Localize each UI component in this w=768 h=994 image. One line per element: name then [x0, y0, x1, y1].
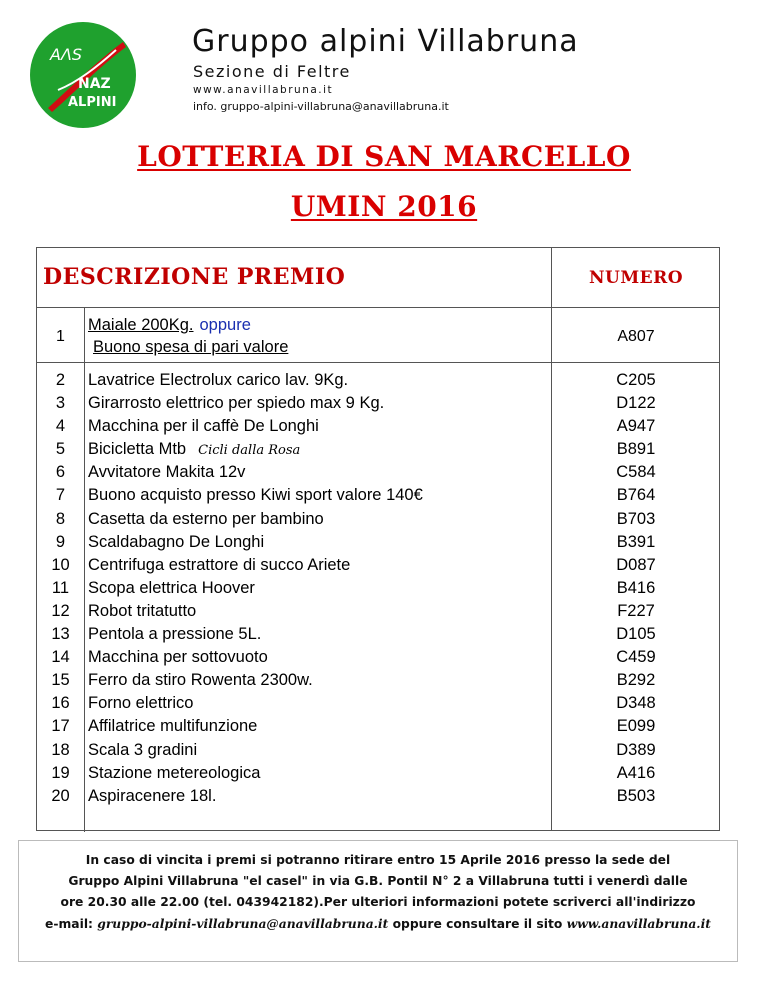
footer-email-prefix: e-mail:: [45, 917, 98, 931]
row-description: [88, 461, 245, 484]
ticket-number: B416: [616, 578, 656, 597]
ticket-number: B292: [616, 671, 656, 690]
prize-rows: [37, 369, 719, 808]
table-row: [37, 623, 719, 646]
row-index: 15: [51, 671, 70, 690]
logo-text-alpini: ALPINI: [68, 95, 117, 110]
prize-text: Centrifuga estrattore di succo Ariete: [88, 555, 351, 574]
footer-line: Gruppo Alpini Villabruna "el casel" in via G.B. Pontil N° 2 a Villabruna tutti i venerdì dalle: [68, 874, 688, 888]
footer-line: [28, 913, 728, 935]
row-index: 11: [51, 578, 70, 597]
row-description: [88, 669, 313, 692]
row-index: 6: [55, 463, 66, 482]
table-row: [37, 531, 719, 554]
table-row: [37, 600, 719, 623]
row-index: 13: [51, 625, 70, 644]
row-index: 1: [56, 328, 65, 345]
org-section: Sezione di Feltre: [193, 62, 351, 81]
row-description: [88, 415, 319, 438]
prize-text: Robot tritatutto: [88, 601, 197, 620]
row-index: 18: [51, 740, 70, 759]
prize-text: Macchina per il caffè De Longhi: [88, 417, 319, 436]
prize-text: Casetta da esterno per bambino: [88, 509, 324, 528]
ticket-number: B503: [616, 786, 656, 805]
org-email[interactable]: info. gruppo-alpini-villabruna@anavillabruna.it: [193, 100, 449, 113]
ticket-number: A807: [617, 328, 655, 345]
org-name: Gruppo alpini Villabruna: [192, 24, 579, 59]
prize-text: Lavatrice Electrolux carico lav. 9Kg.: [88, 371, 349, 389]
table-row: [37, 484, 719, 507]
row-index: 16: [51, 694, 70, 713]
lottery-year: UMIN 2016: [290, 190, 478, 223]
row-description: [88, 369, 348, 392]
footer-email[interactable]: gruppo-alpini-villabruna@anavillabruna.it: [97, 916, 389, 931]
ticket-number: E099: [616, 717, 656, 736]
row-description: [88, 484, 423, 507]
row-index: 3: [55, 394, 66, 413]
ticket-number: D389: [616, 740, 656, 759]
logo-text-naz: NAZ: [78, 76, 111, 92]
ticket-number: F227: [617, 601, 655, 620]
ticket-number: C459: [616, 648, 656, 667]
prize-sponsor-note: Cicli dalla Rosa: [198, 443, 301, 459]
ticket-number: D105: [616, 625, 656, 644]
prize-table: [36, 247, 720, 831]
table-row: [37, 692, 719, 715]
row-index: 17: [51, 717, 70, 736]
ticket-number: A416: [616, 763, 656, 782]
row-description: [88, 577, 255, 600]
ticket-number: C584: [616, 463, 656, 482]
table-row: [37, 369, 719, 392]
prize-text: Scopa elettrica Hoover: [88, 578, 255, 597]
prize-text: Girarrosto elettrico per spiedo max 9 Kg.: [88, 394, 385, 413]
org-website[interactable]: www.anavillabruna.it: [193, 84, 334, 96]
row-index: 12: [51, 601, 70, 620]
lottery-title: LOTTERIA DI SAN MARCELLO: [137, 140, 631, 173]
table-row: [37, 785, 719, 808]
ticket-number: D122: [616, 394, 656, 413]
prize-alt-label: oppure: [199, 316, 251, 334]
table-row: [37, 762, 719, 785]
table-row: [37, 577, 719, 600]
header-number: NUMERO: [588, 268, 684, 288]
row-description: [88, 692, 193, 715]
footer-line: In caso di vincita i premi si potranno ritirare entro 15 Aprile 2016 presso la sede del: [85, 853, 671, 867]
prize-text: Scaldabagno De Longhi: [88, 532, 265, 551]
prize-text: Stazione metereologica: [88, 763, 261, 782]
prize-text: Bicicletta Mtb: [88, 440, 187, 459]
table-row: [37, 438, 719, 461]
row-index: 7: [55, 486, 66, 505]
ticket-number: D087: [616, 555, 656, 574]
row-description: [88, 508, 324, 531]
row-index: 14: [51, 648, 70, 667]
prize-main: Maiale 200Kg.: [88, 316, 194, 334]
ticket-number: A947: [616, 417, 656, 436]
ticket-number: C205: [616, 371, 656, 389]
logo-text-ana: AΛS: [50, 45, 83, 64]
row-index: 2: [55, 371, 66, 389]
row-description: [88, 392, 384, 415]
row-index: 5: [55, 440, 66, 459]
prize-text: Forno elettrico: [88, 694, 194, 713]
footer-mid: oppure consultare il sito: [388, 917, 567, 931]
ticket-number: B764: [616, 486, 656, 505]
row-description: [88, 438, 300, 462]
table-row: [37, 461, 719, 484]
table-row: [37, 392, 719, 415]
row-description: [88, 531, 264, 554]
row-description: [88, 785, 216, 808]
prize-text: Macchina per sottovuoto: [88, 648, 268, 667]
row-description: [88, 739, 197, 762]
prize-alternative: Buono spesa di pari valore: [93, 338, 289, 356]
prize-text: Aspiracenere 18l.: [88, 786, 217, 805]
table-row: [37, 739, 719, 762]
ticket-number: B703: [616, 509, 656, 528]
row-description: [88, 554, 350, 577]
row-index: 10: [51, 555, 70, 574]
row-index: 9: [55, 532, 66, 551]
table-row: [37, 669, 719, 692]
table-row: [37, 508, 719, 531]
table-row: [37, 715, 719, 738]
row-index: 4: [55, 417, 66, 436]
header-description: DESCRIZIONE PREMIO: [43, 264, 346, 290]
row-index: 19: [51, 763, 70, 782]
footer-site[interactable]: www.anavillabruna.it: [566, 916, 711, 931]
row-description: [88, 762, 260, 785]
ticket-number: B391: [616, 532, 656, 551]
table-row: [37, 308, 719, 363]
row-index: 8: [55, 509, 66, 528]
footer-line: ore 20.30 alle 22.00 (tel. 043942182).Per ulteriori informazioni potete scriverci all'indirizzo: [60, 895, 696, 909]
prize-text: Pentola a pressione 5L.: [88, 625, 262, 644]
prize-text: Scala 3 gradini: [88, 740, 198, 759]
footer-notice: [28, 850, 728, 935]
table-row: [37, 554, 719, 577]
prize-text: Buono acquisto presso Kiwi sport valore 140€: [88, 486, 423, 505]
row-description: [88, 715, 257, 738]
ana-logo: [28, 20, 138, 130]
ticket-number: B891: [616, 440, 656, 459]
table-row: [37, 415, 719, 438]
table-row: [37, 646, 719, 669]
row-index: 20: [51, 786, 70, 805]
row-description: [88, 600, 196, 623]
prize-text: Ferro da stiro Rowenta 2300w.: [88, 671, 313, 690]
ticket-number: D348: [616, 694, 656, 713]
row-description: [88, 646, 268, 669]
table-header: [37, 248, 719, 308]
row-description: [88, 316, 251, 335]
prize-text: Affilatrice multifunzione: [88, 717, 258, 736]
row-description: [88, 623, 261, 646]
prize-text: Avvitatore Makita 12v: [88, 463, 246, 482]
